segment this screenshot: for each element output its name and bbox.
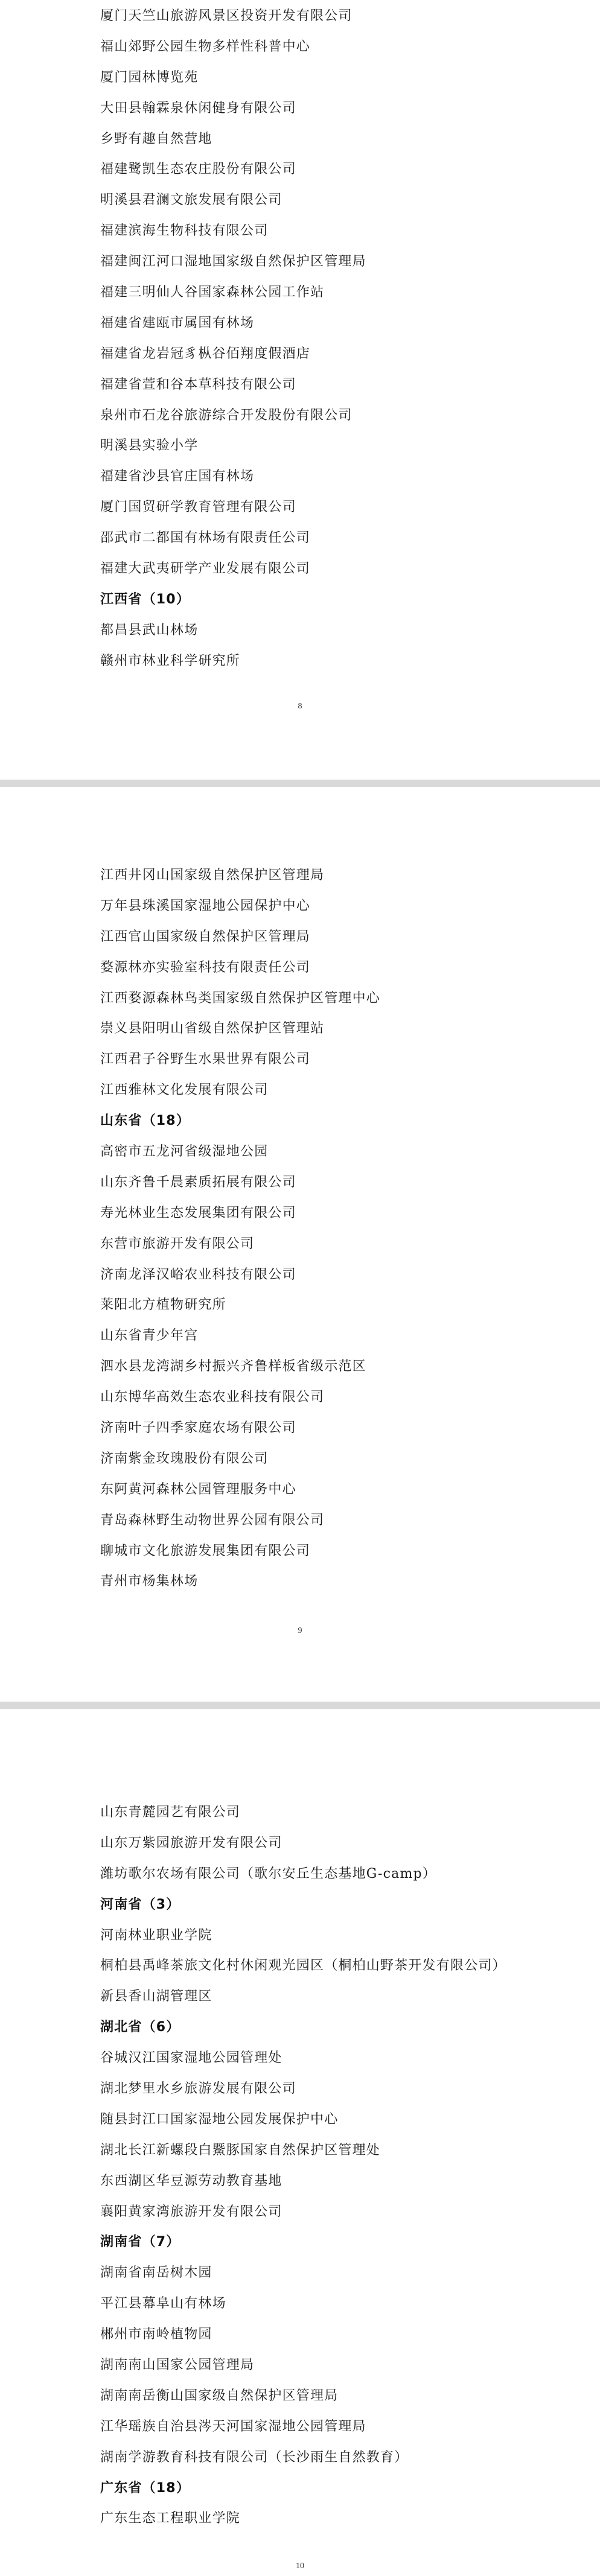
- organization-entry: 青州市杨集林场: [100, 1574, 199, 1589]
- organization-entry: 福建大武夷研学产业发展有限公司: [100, 561, 311, 577]
- organization-entry: 河南林业职业学院: [100, 1927, 212, 1943]
- organization-entry: 谷城汉江国家湿地公园管理处: [100, 2050, 282, 2066]
- organization-entry: 泉州市石龙谷旅游综合开发股份有限公司: [100, 407, 353, 423]
- organization-entry: 邵武市二都国有林场有限责任公司: [100, 530, 311, 546]
- organization-entry: 江西婺源森林鸟类国家级自然保护区管理中心: [100, 990, 381, 1006]
- organization-entry: 江华瑶族自治县涔天河国家湿地公园管理局: [100, 2419, 366, 2434]
- organization-entry: 湖北长江新螺段白鱀豚国家自然保护区管理处: [100, 2142, 381, 2158]
- organization-entry: 福建鹭凯生态农庄股份有限公司: [100, 162, 296, 177]
- organization-entry: 福建省沙县官庄国有林场: [100, 469, 255, 485]
- organization-entry: 江西井冈山国家级自然保护区管理局: [100, 868, 325, 883]
- organization-entry: 高密市五龙河省级湿地公园: [100, 1144, 269, 1160]
- province-heading: 江西省（10）: [100, 591, 191, 607]
- organization-entry: 青岛森林野生动物世界公园有限公司: [100, 1512, 325, 1528]
- organization-entry: 福山郊野公园生物多样性科普中心: [100, 39, 311, 54]
- org-list: [100, 1, 576, 677]
- organization-entry: 济南紫金玫瑰股份有限公司: [100, 1451, 269, 1466]
- organization-entry: 江西雅林文化发展有限公司: [100, 1083, 269, 1098]
- organization-entry: 东阿黄河森林公园管理服务中心: [100, 1481, 296, 1497]
- organization-entry: 聊城市文化旅游发展集团有限公司: [100, 1543, 311, 1559]
- organization-entry: 济南叶子四季家庭农场有限公司: [100, 1420, 296, 1436]
- page-number: 9: [298, 1626, 302, 1635]
- organization-entry: 山东青麓园艺有限公司: [100, 1805, 241, 1820]
- organization-entry: 乡野有趣自然营地: [100, 131, 212, 147]
- organization-entry: 湖南南山国家公园管理局: [100, 2358, 255, 2373]
- organization-entry: 福建闽江河口湿地国家级自然保护区管理局: [100, 254, 366, 270]
- organization-entry: 襄阳黄家湾旅游开发有限公司: [100, 2204, 282, 2219]
- organization-entry: 随县封江口国家湿地公园发展保护中心: [100, 2111, 339, 2127]
- organization-entry: 婺源林亦实验室科技有限责任公司: [100, 959, 311, 975]
- org-list: [100, 1798, 576, 2534]
- organization-entry: 赣州市林业科学研究所: [100, 653, 241, 669]
- organization-entry: 桐柏县禹峰茶旅文化村休闲观光园区（桐柏山野茶开发有限公司）: [100, 1958, 506, 1974]
- organization-entry: 厦门国贸研学教育管理有限公司: [100, 500, 296, 515]
- organization-entry: 福建省龙岩冠豸枞谷佰翔度假酒店: [100, 346, 311, 361]
- organization-entry: 大田县翰霖泉休闲健身有限公司: [100, 100, 296, 116]
- document-page-10: [0, 1709, 600, 2576]
- organization-entry: 潍坊歌尔农场有限公司（歌尔安丘生态基地G-camp）: [100, 1866, 436, 1881]
- organization-entry: 明溪县君澜文旅发展有限公司: [100, 192, 282, 208]
- organization-entry: 厦门园林博览苑: [100, 69, 199, 85]
- organization-entry: 江西君子谷野生水果世界有限公司: [100, 1052, 311, 1067]
- organization-entry: 寿光林业生态发展集团有限公司: [100, 1205, 296, 1221]
- organization-entry: 湖南学游教育科技有限公司（长沙雨生自然教育）: [100, 2449, 409, 2465]
- organization-entry: 广东生态工程职业学院: [100, 2511, 241, 2527]
- province-heading: 广东省（18）: [100, 2480, 191, 2496]
- organization-entry: 福建滨海生物科技有限公司: [100, 223, 269, 239]
- organization-entry: 江西官山国家级自然保护区管理局: [100, 929, 311, 944]
- organization-entry: 济南龙泽汉峪农业科技有限公司: [100, 1267, 296, 1282]
- province-heading: 河南省（3）: [100, 1897, 180, 1912]
- page-number: 8: [298, 702, 302, 711]
- organization-entry: 山东省青少年宫: [100, 1328, 199, 1344]
- organization-entry: 新县香山湖管理区: [100, 1989, 212, 2005]
- org-list: [100, 860, 576, 1597]
- organization-entry: 湖南省南岳树木园: [100, 2265, 212, 2281]
- organization-entry: 福建省建瓯市属国有林场: [100, 315, 255, 331]
- province-heading: 湖南省（7）: [100, 2234, 180, 2250]
- organization-entry: 明溪县实验小学: [100, 438, 199, 454]
- organization-entry: 都昌县武山林场: [100, 622, 199, 638]
- organization-entry: 崇义县阳明山省级自然保护区管理站: [100, 1021, 325, 1037]
- page-number: 10: [296, 2562, 304, 2571]
- organization-entry: 莱阳北方植物研究所: [100, 1297, 226, 1313]
- document-page-8: [0, 0, 600, 780]
- organization-entry: 山东博华高效生态农业科技有限公司: [100, 1390, 325, 1405]
- organization-entry: 山东万紫园旅游开发有限公司: [100, 1835, 282, 1851]
- organization-entry: 万年县珠溪国家湿地公园保护中心: [100, 898, 311, 914]
- organization-entry: 厦门天竺山旅游风景区投资开发有限公司: [100, 8, 353, 24]
- document-page-9: [0, 787, 600, 1702]
- organization-entry: 山东齐鲁千晨素质拓展有限公司: [100, 1174, 296, 1190]
- organization-entry: 泗水县龙湾湖乡村振兴齐鲁样板省级示范区: [100, 1359, 366, 1375]
- organization-entry: 东西湖区华豆源劳动教育基地: [100, 2173, 282, 2189]
- organization-entry: 东营市旅游开发有限公司: [100, 1236, 255, 1251]
- province-heading: 湖北省（6）: [100, 2020, 180, 2035]
- organization-entry: 湖北梦里水乡旅游发展有限公司: [100, 2081, 296, 2097]
- organization-entry: 平江县幕阜山有林场: [100, 2296, 226, 2312]
- organization-entry: 湖南南岳衡山国家级自然保护区管理局: [100, 2388, 339, 2403]
- organization-entry: 福建三明仙人谷国家森林公园工作站: [100, 285, 325, 301]
- province-heading: 山东省（18）: [100, 1113, 191, 1129]
- organization-entry: 福建省萱和谷本草科技有限公司: [100, 377, 296, 392]
- organization-entry: 郴州市南岭植物园: [100, 2327, 212, 2342]
